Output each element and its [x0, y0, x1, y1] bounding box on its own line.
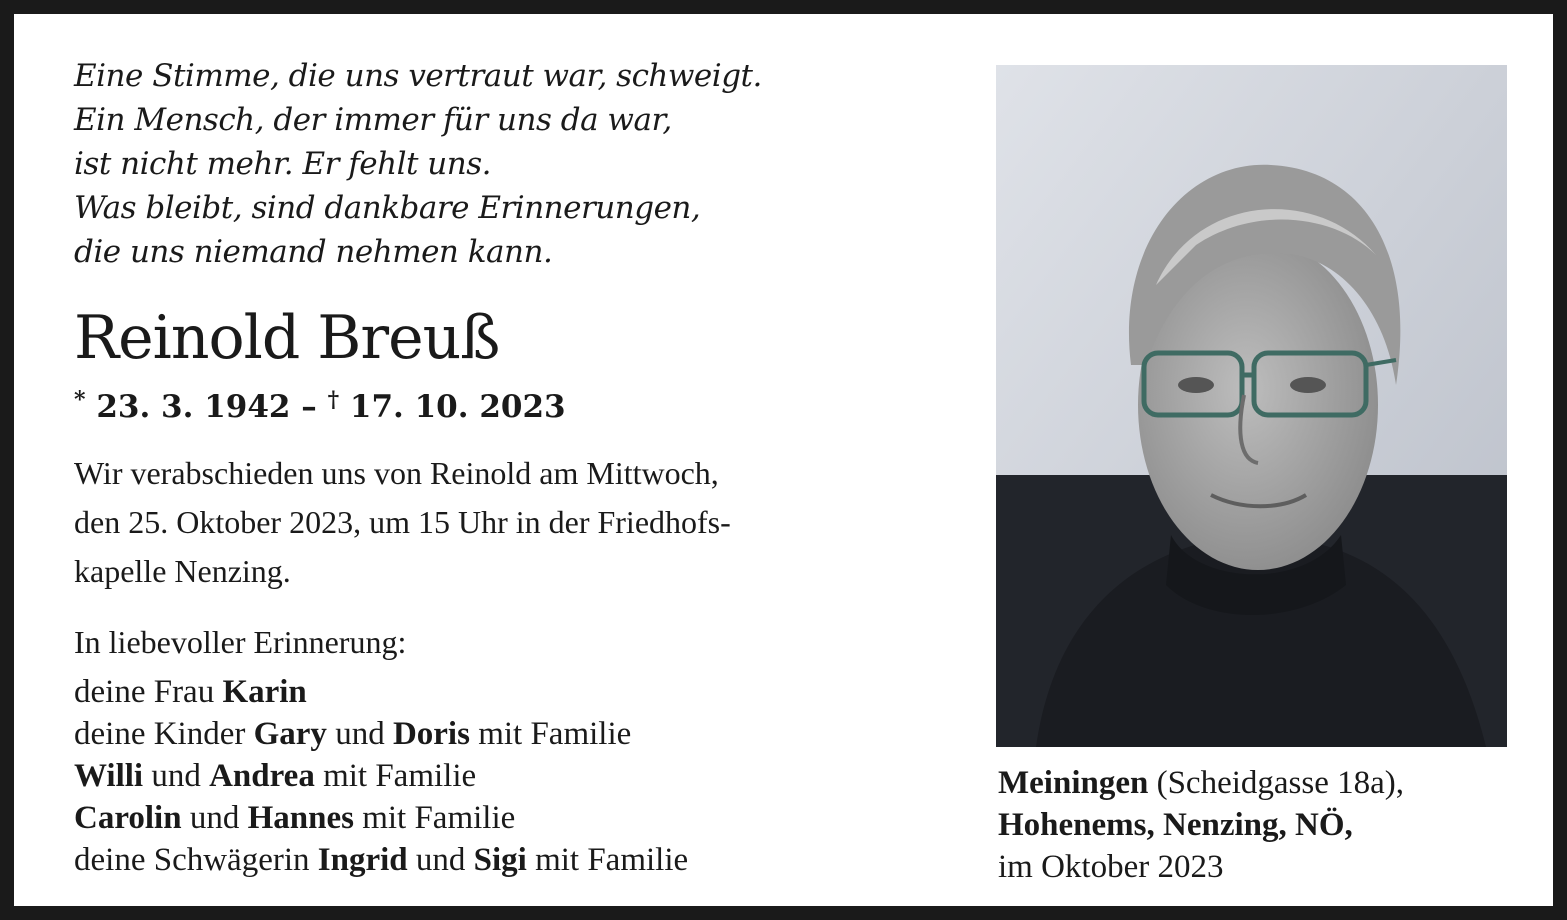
family-member-name: Sigi [473, 842, 527, 878]
places-text: Hohenems, Nenzing, NÖ, [998, 807, 1353, 843]
funeral-service-info [74, 449, 954, 596]
obituary-text-column [74, 54, 954, 881]
family-suffix: mit Familie [469, 716, 632, 752]
service-line: den 25. Oktober 2023, um 15 Uhr in der Friedhofs- [74, 504, 731, 540]
family-suffix: mit Familie [353, 800, 516, 836]
family-suffix: mit Familie [526, 842, 689, 878]
family-row [74, 713, 954, 755]
date-line: im Oktober 2023 [998, 849, 1224, 885]
memorial-poem [74, 54, 954, 274]
conjunction-text: und [181, 800, 248, 836]
address-text: (Scheidgasse 18a), [1148, 765, 1405, 801]
family-row [74, 839, 954, 881]
family-list [74, 671, 954, 881]
poem-line: die uns niemand nehmen kann. [74, 234, 553, 270]
family-row [74, 755, 954, 797]
poem-line: Was bleibt, sind dankbare Erinnerungen, [74, 190, 701, 226]
poem-line: ist nicht mehr. Er fehlt uns. [74, 146, 491, 182]
relation-text: deine Kinder [74, 716, 254, 752]
relation-text: deine Schwägerin [74, 842, 318, 878]
family-member-name: Ingrid [317, 842, 408, 878]
family-member-name: Carolin [74, 800, 182, 836]
birth-date: 23. 3. 1942 [96, 389, 291, 425]
deceased-name: Reinold Breuß [74, 303, 500, 373]
date-separator: – [301, 389, 317, 425]
service-line: kapelle Nenzing. [74, 553, 291, 589]
family-row [74, 671, 954, 713]
memory-heading: In liebevoller Erinnerung: [74, 624, 407, 660]
family-member-name: Karin [222, 674, 307, 710]
family-suffix: mit Familie [314, 758, 477, 794]
conjunction-text: und [407, 842, 474, 878]
poem-line: Ein Mensch, der immer für uns da war, [74, 102, 672, 138]
location-line [998, 762, 1538, 804]
service-line: Wir verabschieden uns von Reinold am Mittwoch, [74, 455, 719, 491]
family-member-name: Gary [253, 716, 327, 752]
portrait-photo [996, 65, 1507, 747]
conjunction-text: und [326, 716, 393, 752]
family-member-name: Andrea [209, 758, 315, 794]
family-member-name: Hannes [247, 800, 354, 836]
relation-text: deine Frau [74, 674, 223, 710]
family-member-name: Willi [74, 758, 144, 794]
conjunction-text: und [143, 758, 210, 794]
family-member-name: Doris [392, 716, 470, 752]
portrait-illustration [996, 65, 1507, 747]
poem-line: Eine Stimme, die uns vertraut war, schweigt. [74, 58, 762, 94]
birth-mark: * [74, 387, 86, 413]
town-name: Meiningen [998, 765, 1149, 801]
location-caption [998, 762, 1538, 888]
life-dates [74, 378, 954, 429]
location-line [998, 804, 1538, 846]
death-date: 17. 10. 2023 [349, 389, 566, 425]
death-mark: † [327, 387, 340, 413]
family-row [74, 797, 954, 839]
